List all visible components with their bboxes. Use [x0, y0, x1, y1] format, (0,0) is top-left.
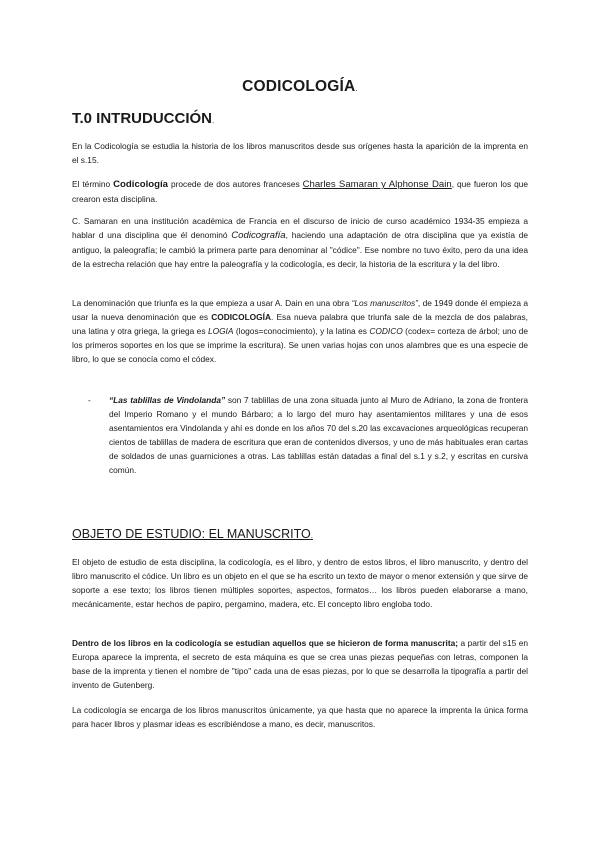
p2-text-c: procede de dos autores franceses: [168, 179, 303, 189]
object-heading-text: OBJETO DE ESTUDIO: EL MANUSCRITO: [72, 527, 311, 541]
p4-text-g: (logos=conocimiento), y la latina es: [233, 326, 370, 337]
bullet-dash-icon: -: [88, 395, 91, 405]
bullet-body: son 7 tablillas de una zona situada junto al Muro de Adriano, la zona de frontera del Imperio Romano y el mundo Bárbaro; a lo largo del muro hay asentamientos militares y una de esos asentamientos era Vindolanda y ahí es donde en los años 70 del s.20 las excavaciones arqueológicas recuperan cientos de tablillas de madera de escritura que eran de contenidos diversos, y uno de más habituales eran cartas de soldados de unas guarniciones a otras. Las tablillas están datadas a final del s.1 y s.2, y escritas en cursiva común.: [109, 395, 528, 476]
document-title: [0, 78, 600, 96]
p3-term-codicografia: Codicografía: [231, 230, 286, 242]
p4-book-title: “Los manuscritos”: [351, 298, 418, 308]
p4-term-logia: LOGIA: [207, 326, 234, 337]
p6-text-b: a partir del s15 en Europa aparece la imprenta, el secreto de esta máquina es que se crea unas piezas pequeñas con letras, componen la base de la imprenta y tienen el nombre de "tipo" cada una de esas piezas, por lo que se desarrolla la tipografía a partir del invento de Gutenberg.: [72, 638, 528, 691]
p3-text-a: C. Samaran en una institución académica de Francia en el discurso de inicio de curso académico 1934-35 empieza a hablar d una disciplina que él denominó: [72, 216, 528, 241]
bullet-text: [109, 393, 528, 478]
p6-bold-lead: Dentro de los libros en la codicología se estudian aquellos que se hicieron de forma manuscrita;: [72, 638, 459, 648]
p4-text-i: (codex= corteza de árbol; uno de los primeros soportes en los que se imprime la escritura). Se unen varias hojas con unos alambres que es una especie de libro, lo que se conocía como el códex.: [72, 326, 528, 365]
p4-text-c: , de 1949 donde él empieza a usar la nueva denominación que es: [72, 298, 528, 323]
p4-term-codico: CODICO: [369, 326, 403, 337]
paragraph-objeto: El objeto de estudio de esta disciplina, la codicología, es el libro, y dentro de estos libros, el libro manuscrito, y dentro del libro manuscrito el códice. Un libro es un objeto en el que se ha escrito un texto de mayor o menor extensión y que sirve de soporte a ese texto; los libros tienen múltiples soportes, aspectos, formatos… los libros pueden elaborarse a mano, mecánicamente, estar hechos de papiro, pergamino, madera, etc. El concepto libro engloba todo.: [72, 557, 528, 610]
p2-authors: Charles Samaran y Alphonse Dain: [302, 179, 452, 190]
p2-text-e: , que fueron los que crearon esta disciplina.: [72, 179, 528, 205]
paragraph-term-origin: [72, 177, 528, 206]
object-heading-dot: .: [310, 531, 313, 540]
paragraph-manuscritos: [72, 636, 528, 692]
paragraph-intro: En la Codicología se estudia la historia de los libros manuscritos desde sus orígenes hasta la aparición de la imprenta en el s.15.: [72, 141, 528, 166]
paragraph-denominacion: [72, 296, 528, 366]
p4-text-e: . Esa nueva palabra que triunfa sale de la mezcla de dos palabras, una latina y otra griega, la griega es: [72, 312, 528, 337]
document-title-dot: .: [355, 84, 358, 93]
p3-text-c: , haciendo una adaptación de otra disciplina que ya existía de antiguo, la paleografía; le cambió la primera parte para denominar al "códice". Ese nombre no tuvo éxito, pero da una idea de la estrecha relación que hay entre la paleografía y la codicología, es decir, la historia de la escritura y la del libro.: [72, 230, 528, 270]
p4-term-codicologia: CODICOLOGÍA: [211, 312, 271, 323]
paragraph-imprenta: La codicología se encarga de los libros manuscritos únicamente, ya que hasta que no aparece la imprenta la única forma para hacer libros y plasmar ideas es escribiéndose a mano, es decir, manuscritos.: [72, 705, 528, 730]
intro-heading-text: T.0 INTRUDUCCIÓN: [72, 110, 213, 127]
object-heading: [72, 527, 313, 541]
p2-term-codicologia: Codicología: [113, 179, 169, 190]
p2-text-a: El término: [72, 179, 114, 189]
paragraph-samaran: [72, 214, 528, 271]
intro-heading: [72, 110, 214, 127]
intro-heading-dot: .: [212, 116, 215, 125]
p4-text-a: La denominación que triunfa es la que empieza a usar A. Dain en una obra: [72, 298, 352, 308]
document-title-text: CODICOLOGÍA: [242, 78, 356, 95]
bullet-term-vindolanda: “Las tablillas de Vindolanda”: [109, 395, 226, 405]
